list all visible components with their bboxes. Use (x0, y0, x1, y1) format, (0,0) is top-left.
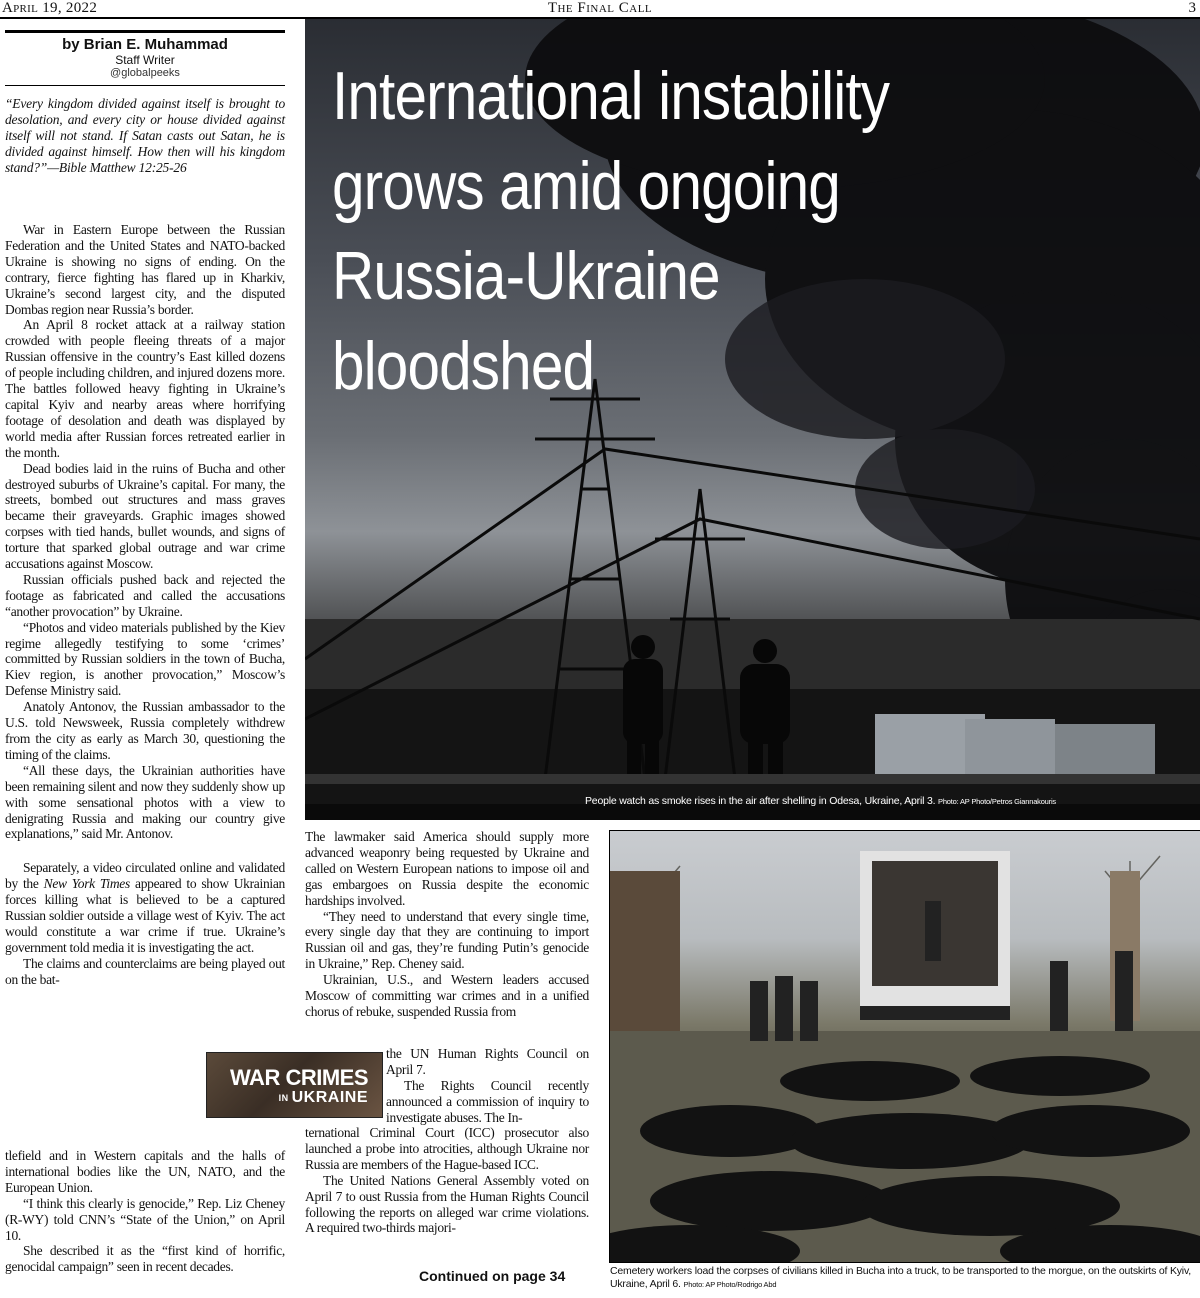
paragraph: “They need to understand that every single time, every single day that they are continuing to import Russian oil and gas, they’re funding Putin’s genocide in Ukraine,” Rep. Cheney said. (305, 908, 589, 972)
logo-line-2: IN UKRAINE (278, 1089, 368, 1107)
issue-date: April 19, 2022 (2, 0, 98, 16)
main-photo (305, 19, 1200, 820)
continued-link[interactable]: Continued on page 34 (419, 1268, 566, 1284)
author-handle: @globalpeeks (110, 67, 180, 79)
page-number: 3 (1188, 0, 1196, 16)
headline: International instability grows amid ongoing Russia-Ukraine bloodshed (332, 58, 890, 404)
cemetery-photo-caption: Cemetery workers load the corpses of civilians killed in Bucha into a truck, to be transported to the morgue, on the outskirts of Kyiv, Ukraine, April 6. Photo: AP Photo/Rodrigo Abd (610, 1265, 1191, 1290)
author-name: by Brian E. Muhammad (62, 36, 228, 53)
article-column-left-bottom (5, 1148, 285, 1275)
logo-line-1: WAR CRIMES (230, 1065, 368, 1090)
author-role: Staff Writer (115, 53, 175, 67)
paragraph: the UN Human Rights Council on April 7. (386, 1046, 589, 1077)
war-crimes-logo (206, 1052, 383, 1118)
paragraph: “I think this clearly is genocide,” Rep. Liz Cheney (R-WY) told CNN’s “State of the Union,” on April 10. (5, 1195, 285, 1243)
paragraph: An April 8 rocket attack at a railway station crowded with people fleeing threats of a major Russian offensive in the country’s East killed dozens of people including children, and injured dozens more. The battles followed heavy fighting in Ukraine’s capital Kyiv and nearby areas where horrifying footage of desolation and death was displayed by world media after Russian forces retreated earlier in the month. (5, 317, 285, 460)
article-column-middle-narrow (386, 1046, 589, 1126)
paragraph: The Rights Council recently announced a commission of inquiry to investigate abuses. The In- (386, 1077, 589, 1125)
main-photo-caption: People watch as smoke rises in the air after shelling in Odesa, Ukraine, April 3. Photo: AP Photo/Petros Giannakouris (585, 795, 1056, 807)
cemetery-scene-illustration (610, 831, 1200, 1262)
epigraph: “Every kingdom divided against itself is brought to desolation, and every city or house divided against itself will not stand. If Satan casts out Satan, he is divided against himself. How then will his kingdom stand?”—Bible Matthew 12:25-26 (5, 96, 285, 175)
article-column-left (5, 222, 285, 988)
paragraph: Dead bodies laid in the ruins of Bucha and other destroyed suburbs of Ukraine’s capital. For many, the streets, bombed out structures and mass graves became their graveyards. Graphic images showed corpses with tied hands, bullet wounds, and signs of torture that sparked global outrage and war crime accusations against Moscow. (5, 460, 285, 572)
paragraph: Anatoly Antonov, the Russian ambassador to the U.S. told Newsweek, Russia completely withdrew from the city as early as March 30, questioning the timing of the claims. (5, 699, 285, 762)
paragraph: tlefield and in Western capitals and the halls of international bodies like the UN, NATO, and the European Union. (5, 1148, 285, 1195)
article-column-middle (305, 829, 589, 1020)
cemetery-photo (609, 830, 1200, 1263)
photo-credit: Photo: AP Photo/Petros Giannakouris (938, 797, 1056, 806)
paragraph: She described it as the “first kind of horrific, genocidal campaign” seen in recent decades. (5, 1243, 285, 1275)
article-column-middle-bottom (305, 1125, 589, 1236)
paragraph: ternational Criminal Court (ICC) prosecutor also launched a probe into atrocities, although Ukraine nor Russia are members of the Hague-based ICC. (305, 1125, 589, 1172)
paragraph-nyt: Separately, a video circulated online and validated by the New York Times appeared to show Ukrainian forces killing what is believed to be a captured Russian soldier outside a village west of Kyiv. The act would constitute a war crime if true. Ukraine’s government told media it is investigating the act. (5, 860, 285, 955)
newspaper-name: The Final Call (547, 0, 653, 16)
paragraph: War in Eastern Europe between the Russian Federation and the United States and NATO-backed Ukraine is showing no signs of ending. On the contrary, fierce fighting has flared up in Kharkiv, Ukraine’s second largest city, and the disputed Dombas region near Russia’s border. (5, 222, 285, 317)
paragraph: The claims and counterclaims are being played out on the bat- (5, 955, 285, 987)
paragraph: The lawmaker said America should supply more advanced weaponry being requested by Ukraine and called on Western European nations to impose oil and gas embargoes on Russia despite the economic hardships involved. (305, 829, 589, 908)
paragraph: The United Nations General Assembly voted on April 7 to oust Russia from the Human Rights Council following the reports on alleged war crime violations. A required two-thirds majori- (305, 1172, 589, 1236)
paragraph: “All these days, the Ukrainian authorities have been remaining silent and now they suddenly show up with some sensational photos with a view to denigrating Russia and making our country give explanations,” said Mr. Antonov. (5, 762, 285, 842)
paragraph: “Photos and video materials published by the Kiev regime allegedly testifying to some ‘crimes’ committed by Russian soldiers in the town of Bucha, Kiev region, is another provocation,” Moscow’s Defense Ministry said. (5, 619, 285, 699)
paragraph: Russian officials pushed back and rejected the footage as fabricated and called the accusations “another provocation” by Ukraine. (5, 571, 285, 619)
photo-credit: Photo: AP Photo/Rodrigo Abd (683, 1280, 777, 1289)
paragraph: Ukrainian, U.S., and Western leaders accused Moscow of committing war crimes and in a unified chorus of rebuke, suspended Russia from (305, 972, 589, 1019)
page-header (0, 0, 1200, 19)
publication-title: New York Times (43, 876, 130, 892)
byline (5, 30, 285, 86)
